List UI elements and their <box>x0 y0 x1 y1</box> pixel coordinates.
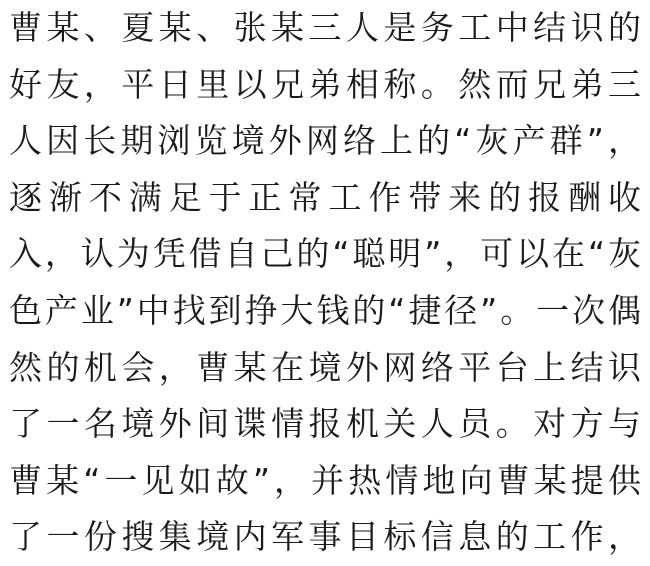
text-line-1: 曹某、夏某、张某三人是务工中结识的 <box>9 8 641 47</box>
text-line-6: 色产业”中找到挣大钱的“捷径”。一次偶 <box>9 290 641 330</box>
text-line-5: 入，认为凭借自己的“聪明”，可以在“灰 <box>9 234 641 274</box>
text-line-2: 好友，平日里以兄弟相称。然而兄弟三 <box>9 64 641 104</box>
text-line-8: 了一名境外间谍情报机关人员。对方与 <box>9 404 641 444</box>
text-line-9: 曹某“一见如故”，并热情地向曹某提供 <box>9 460 641 500</box>
text-line-10: 了一份搜集境内军事目标信息的工作， <box>9 517 641 557</box>
text-line-3: 人因长期浏览境外网络上的“灰产群”， <box>9 121 641 161</box>
text-line-7: 然的机会，曹某在境外网络平台上结识 <box>9 347 641 387</box>
text-line-4: 逐渐不满足于正常工作带来的报酬收 <box>9 177 641 217</box>
